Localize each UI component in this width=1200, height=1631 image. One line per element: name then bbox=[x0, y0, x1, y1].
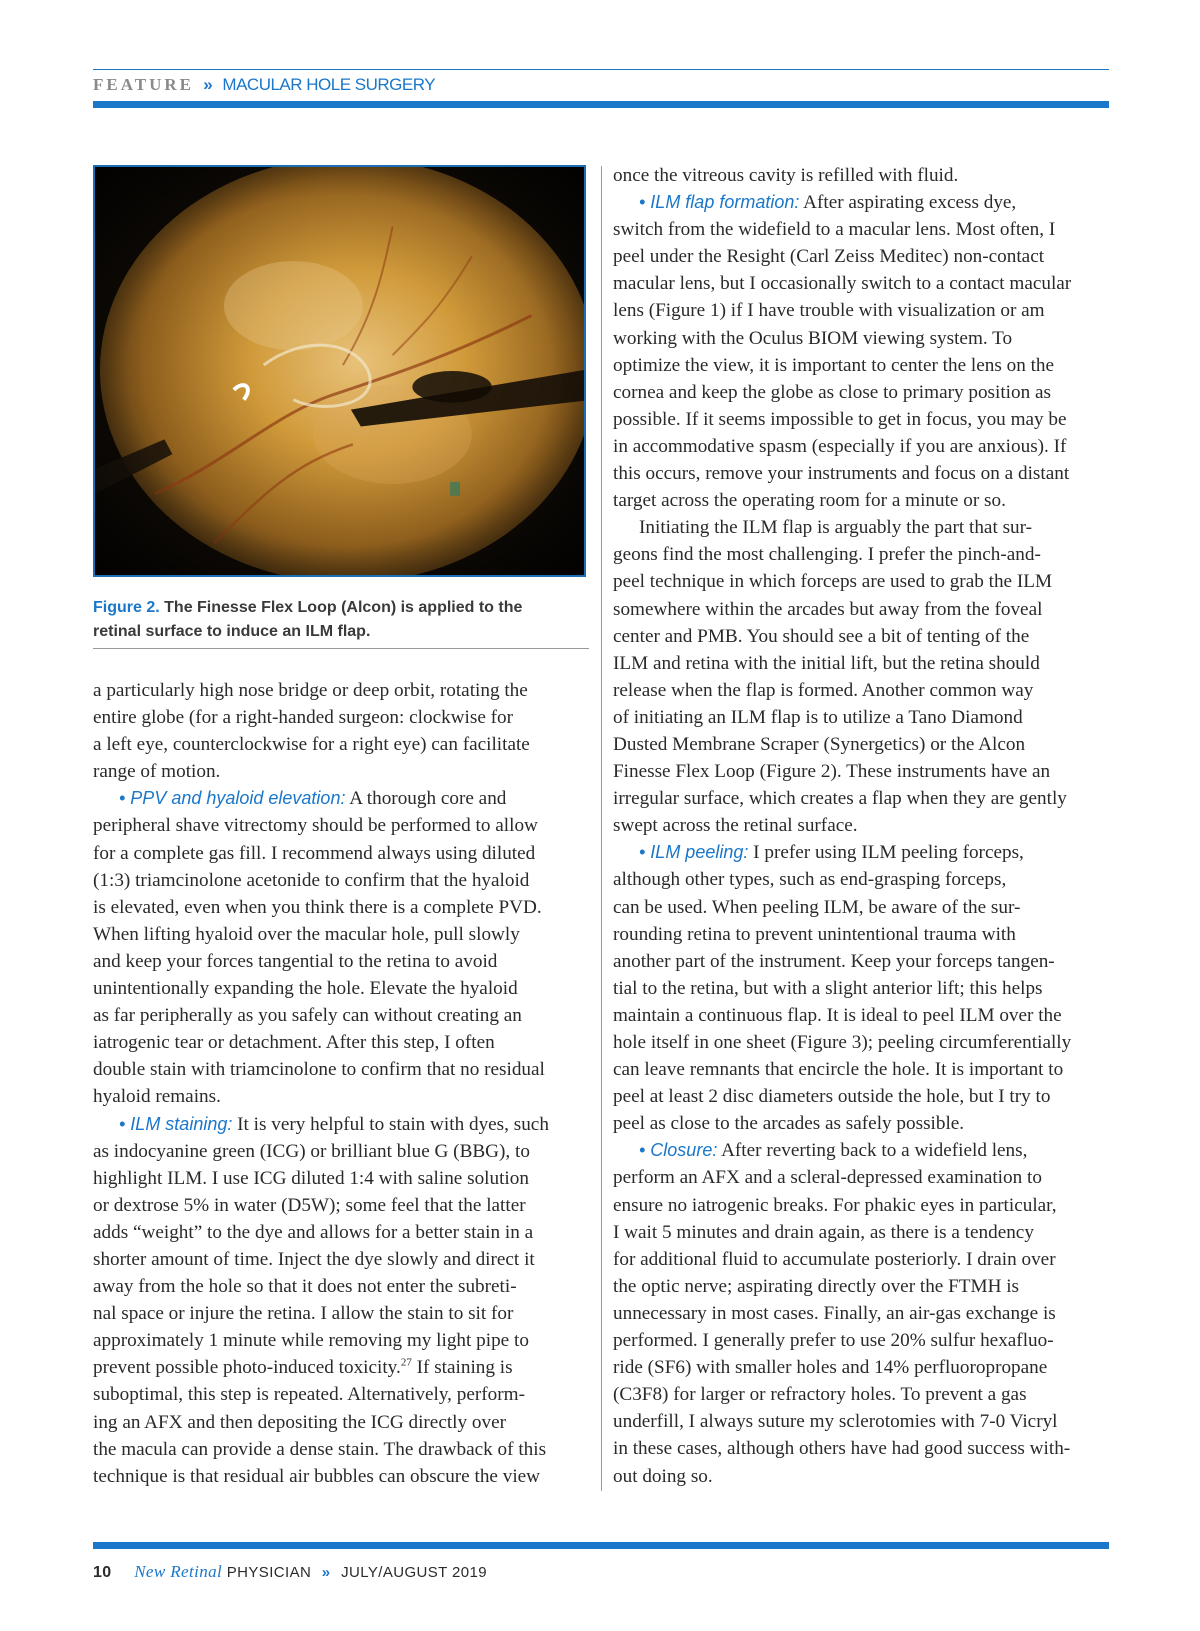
line-text-continued: If staining is bbox=[411, 1357, 513, 1379]
figure-label: Figure 2. bbox=[93, 599, 160, 616]
line-text: geons find the most challenging. I prefer the pinch-and- bbox=[613, 544, 1041, 566]
line-text: of initiating an ILM flap is to utilize a Tano Diamond bbox=[613, 706, 1023, 728]
line-text: nal space or injure the retina. I allow the stain to sit for bbox=[93, 1303, 514, 1325]
text-line bbox=[93, 1165, 591, 1192]
column-divider bbox=[601, 166, 602, 1491]
line-text: the optic nerve; aspirating directly over the FTMH is bbox=[613, 1275, 1020, 1297]
line-text: peel at least 2 disc diameters outside the hole, but I try to bbox=[613, 1086, 1051, 1108]
caption-text-1: The Finesse Flex Loop (Alcon) is applied to the bbox=[164, 599, 523, 616]
text-line bbox=[93, 1300, 591, 1327]
publication-name-italic: New Retinal bbox=[134, 1562, 223, 1581]
line-text: range of motion. bbox=[93, 761, 221, 783]
text-line bbox=[93, 1002, 591, 1029]
line-text: out doing so. bbox=[613, 1465, 713, 1487]
text-line bbox=[613, 189, 1111, 216]
text-line bbox=[613, 623, 1111, 650]
line-text: away from the hole so that it does not enter the subreti- bbox=[93, 1276, 517, 1298]
line-text: and keep your forces tangential to the retina to avoid bbox=[93, 950, 498, 972]
header-kicker: FEATURE bbox=[93, 75, 194, 94]
line-text: irregular surface, which creates a flap when they are gently bbox=[613, 788, 1067, 810]
subhead-lead: • ILM staining: bbox=[119, 1113, 233, 1134]
text-line bbox=[93, 1111, 591, 1138]
line-text: peel under the Resight (Carl Zeiss Meditec) non-contact bbox=[613, 246, 1045, 268]
subhead-lead: • ILM peeling: bbox=[639, 842, 749, 863]
text-line bbox=[93, 785, 591, 812]
line-text: ing an AFX and then depositing the ICG directly over bbox=[93, 1411, 506, 1433]
text-line bbox=[613, 270, 1111, 297]
text-line bbox=[93, 731, 591, 758]
line-text: unintentionally expanding the hole. Elevate the hyaloid bbox=[93, 978, 518, 1000]
line-text: is elevated, even when you think there is a complete PVD. bbox=[93, 896, 542, 918]
line-text: Dusted Membrane Scraper (Synergetics) or the Alcon bbox=[613, 733, 1026, 755]
text-line bbox=[93, 1273, 591, 1300]
caption-line-2: retinal surface to induce an ILM flap. bbox=[93, 623, 371, 640]
right-column bbox=[613, 162, 1111, 1490]
text-line bbox=[613, 406, 1111, 433]
line-text: once the vitreous cavity is refilled with fluid. bbox=[613, 165, 959, 186]
subhead-lead: • Closure: bbox=[639, 1140, 718, 1161]
issue-date: JULY/AUGUST 2019 bbox=[341, 1564, 488, 1581]
line-text: (C3F8) for larger or refractory holes. To prevent a gas bbox=[613, 1384, 1027, 1406]
line-text: can be used. When peeling ILM, be aware of the sur- bbox=[613, 896, 1021, 918]
text-line bbox=[613, 162, 1111, 189]
text-line bbox=[93, 894, 591, 921]
text-line bbox=[613, 1273, 1111, 1300]
text-line bbox=[93, 677, 591, 704]
text-line bbox=[613, 785, 1111, 812]
line-text: cornea and keep the globe as close to primary position as bbox=[613, 381, 1051, 403]
text-line bbox=[613, 1110, 1111, 1137]
text-line bbox=[613, 731, 1111, 758]
line-text: the macula can provide a dense stain. The drawback of this bbox=[93, 1438, 547, 1460]
line-text: hole itself in one sheet (Figure 3); peeling circumferentially bbox=[613, 1032, 1072, 1053]
line-text: or dextrose 5% in water (D5W); some feel that the latter bbox=[93, 1194, 526, 1216]
text-line bbox=[613, 921, 1111, 948]
text-line bbox=[613, 352, 1111, 379]
page-number: 10 bbox=[93, 1564, 112, 1581]
running-header bbox=[93, 75, 435, 95]
line-text: target across the operating room for a minute or so. bbox=[613, 490, 1006, 512]
line-text: optimize the view, it is important to center the lens on the bbox=[613, 354, 1055, 376]
line-text: hyaloid remains. bbox=[93, 1086, 221, 1108]
text-line bbox=[93, 1246, 591, 1273]
text-line bbox=[613, 568, 1111, 595]
line-text: performed. I generally prefer to use 20% sulfur hexafluo- bbox=[613, 1330, 1054, 1352]
line-text: approximately 1 minute while removing my light pipe to bbox=[93, 1330, 529, 1352]
text-line bbox=[613, 1354, 1111, 1381]
line-text: macular lens, but I occasionally switch to a contact macular bbox=[613, 273, 1072, 295]
footer-separator: » bbox=[321, 1564, 331, 1581]
figure-caption bbox=[93, 596, 586, 644]
text-line bbox=[93, 948, 591, 975]
running-footer bbox=[93, 1562, 487, 1582]
text-line bbox=[93, 1029, 591, 1056]
header-rule-thick bbox=[93, 101, 1109, 108]
line-text: in accommodative spasm (especially if you are anxious). If bbox=[613, 435, 1067, 457]
text-line bbox=[613, 216, 1111, 243]
text-line bbox=[613, 1219, 1111, 1246]
text-line bbox=[93, 1083, 591, 1110]
line-text: After reverting back to a widefield lens, bbox=[717, 1140, 1028, 1162]
text-line bbox=[93, 704, 591, 731]
text-line bbox=[613, 1029, 1111, 1056]
line-text: for a complete gas fill. I recommend always using diluted bbox=[93, 842, 536, 864]
text-line bbox=[613, 704, 1111, 731]
text-line bbox=[613, 325, 1111, 352]
text-line bbox=[613, 1164, 1111, 1191]
text-line bbox=[613, 433, 1111, 460]
text-line bbox=[613, 975, 1111, 1002]
text-line bbox=[613, 379, 1111, 406]
text-line bbox=[613, 758, 1111, 785]
text-line bbox=[613, 487, 1111, 514]
line-text: as indocyanine green (ICG) or brilliant blue G (BBG), to bbox=[93, 1140, 530, 1162]
line-text: After aspirating excess dye, bbox=[799, 192, 1017, 214]
text-line bbox=[613, 1435, 1111, 1462]
line-text: tial to the retina, but with a slight anterior lift; this helps bbox=[613, 977, 1043, 999]
text-line bbox=[93, 1354, 591, 1381]
line-text: ILM and retina with the initial lift, but the retina should bbox=[613, 652, 1040, 674]
text-line bbox=[613, 894, 1111, 921]
line-text: iatrogenic tear or detachment. After this step, I often bbox=[93, 1032, 495, 1054]
line-text: peel technique in which forceps are used to grab the ILM bbox=[613, 571, 1053, 593]
footer-rule bbox=[93, 1542, 1109, 1549]
subhead-lead: • ILM flap formation: bbox=[639, 192, 800, 213]
text-line bbox=[613, 839, 1111, 866]
text-line bbox=[613, 596, 1111, 623]
line-text: rounding retina to prevent unintentional trauma with bbox=[613, 923, 1016, 945]
text-line bbox=[613, 650, 1111, 677]
line-text: working with the Oculus BIOM viewing system. To bbox=[613, 327, 1013, 349]
line-text: although other types, such as end-grasping forceps, bbox=[613, 869, 1007, 891]
line-text: Initiating the ILM flap is arguably the part that sur- bbox=[639, 517, 1033, 539]
line-text: peel as close to the arcades as safely possible. bbox=[613, 1113, 965, 1135]
line-text: shorter amount of time. Inject the dye slowly and direct it bbox=[93, 1248, 535, 1270]
line-text: lens (Figure 1) if I have trouble with visualization or am bbox=[613, 300, 1045, 322]
text-line bbox=[613, 677, 1111, 704]
text-line bbox=[93, 758, 591, 785]
text-line bbox=[93, 867, 591, 894]
line-text: Finesse Flex Loop (Figure 2). These instruments have an bbox=[613, 761, 1051, 783]
line-text: a particularly high nose bridge or deep orbit, rotating the bbox=[93, 680, 528, 701]
retina-photo-illustration bbox=[95, 167, 584, 575]
text-line bbox=[93, 975, 591, 1002]
line-text: somewhere within the arcades but away from the foveal bbox=[613, 598, 1043, 620]
text-line bbox=[93, 1463, 591, 1490]
header-section: MACULAR HOLE SURGERY bbox=[222, 75, 436, 94]
line-text: release when the flap is formed. Another common way bbox=[613, 679, 1034, 701]
text-line bbox=[93, 840, 591, 867]
text-line bbox=[613, 1056, 1111, 1083]
text-line bbox=[93, 1327, 591, 1354]
text-line bbox=[613, 1002, 1111, 1029]
line-text: I prefer using ILM peeling forceps, bbox=[748, 842, 1024, 864]
caption-divider bbox=[93, 648, 589, 649]
line-text: perform an AFX and a scleral-depressed examination to bbox=[613, 1167, 1042, 1189]
text-line bbox=[613, 541, 1111, 568]
text-line bbox=[613, 514, 1111, 541]
text-line bbox=[613, 1083, 1111, 1110]
line-text: swept across the retinal surface. bbox=[613, 815, 858, 837]
line-text: unnecessary in most cases. Finally, an air-gas exchange is bbox=[613, 1302, 1056, 1324]
text-line bbox=[613, 297, 1111, 324]
text-line bbox=[613, 460, 1111, 487]
text-line bbox=[613, 812, 1111, 839]
line-text: highlight ILM. I use ICG diluted 1:4 with saline solution bbox=[93, 1167, 529, 1189]
line-text: center and PMB. You should see a bit of tenting of the bbox=[613, 625, 1030, 647]
text-line bbox=[93, 812, 591, 839]
text-line bbox=[613, 1408, 1111, 1435]
text-line bbox=[613, 948, 1111, 975]
text-line bbox=[613, 866, 1111, 893]
text-line bbox=[93, 1192, 591, 1219]
line-text: prevent possible photo-induced toxicity. bbox=[93, 1357, 401, 1379]
line-text: entire globe (for a right-handed surgeon: clockwise for bbox=[93, 707, 514, 729]
line-text: underfill, I always suture my sclerotomies with 7-0 Vicryl bbox=[613, 1411, 1058, 1433]
text-line bbox=[93, 921, 591, 948]
line-text: (1:3) triamcinolone acetonide to confirm that the hyaloid bbox=[93, 869, 530, 891]
text-line bbox=[613, 1327, 1111, 1354]
text-line bbox=[613, 1137, 1111, 1164]
header-rule-thin bbox=[93, 69, 1109, 70]
text-line bbox=[93, 1436, 591, 1463]
text-line bbox=[613, 243, 1111, 270]
text-line bbox=[613, 1381, 1111, 1408]
text-line bbox=[93, 1056, 591, 1083]
publication-name-rest: PHYSICIAN bbox=[226, 1564, 312, 1581]
line-text: I wait 5 minutes and drain again, as there is a tendency bbox=[613, 1221, 1034, 1243]
line-text: a left eye, counterclockwise for a right eye) can facilitate bbox=[93, 734, 530, 756]
line-text: peripheral shave vitrectomy should be performed to allow bbox=[93, 815, 538, 837]
caption-line-1 bbox=[93, 596, 586, 620]
reference-superscript: 27 bbox=[400, 1356, 412, 1369]
line-text: switch from the widefield to a macular lens. Most often, I bbox=[613, 219, 1056, 241]
line-text: can leave remnants that encircle the hole. It is important to bbox=[613, 1059, 1064, 1081]
retina-surgery-photo bbox=[93, 165, 586, 577]
text-line bbox=[613, 1463, 1111, 1490]
line-text: adds “weight” to the dye and allows for a better stain in a bbox=[93, 1221, 534, 1243]
line-text: possible. If it seems impossible to get in focus, you may be bbox=[613, 408, 1067, 430]
line-text: for additional fluid to accumulate posteriorly. I drain over bbox=[613, 1248, 1056, 1270]
line-text: double stain with triamcinolone to confirm that no residual bbox=[93, 1059, 545, 1081]
line-text: suboptimal, this step is repeated. Alternatively, perform- bbox=[93, 1384, 525, 1406]
line-text: ensure no iatrogenic breaks. For phakic eyes in particular, bbox=[613, 1194, 1057, 1216]
left-column bbox=[93, 677, 591, 1490]
text-line bbox=[613, 1192, 1111, 1219]
line-text: another part of the instrument. Keep your forceps tangen- bbox=[613, 950, 1055, 972]
line-text: When lifting hyaloid over the macular hole, pull slowly bbox=[93, 923, 520, 945]
text-line bbox=[93, 1381, 591, 1408]
subhead-lead: • PPV and hyaloid elevation: bbox=[119, 788, 346, 809]
line-text: A thorough core and bbox=[345, 788, 507, 810]
text-line bbox=[93, 1138, 591, 1165]
line-text: maintain a continuous flap. It is ideal to peel ILM over the bbox=[613, 1004, 1062, 1026]
text-line bbox=[613, 1246, 1111, 1273]
text-line bbox=[613, 1300, 1111, 1327]
line-text: technique is that residual air bubbles can obscure the view bbox=[93, 1465, 541, 1487]
line-text: ride (SF6) with smaller holes and 14% perfluoropropane bbox=[613, 1357, 1048, 1379]
header-separator: » bbox=[203, 75, 214, 94]
line-text: in these cases, although others have had good success with- bbox=[613, 1438, 1071, 1460]
line-text: It is very helpful to stain with dyes, such bbox=[232, 1113, 549, 1135]
line-text: this occurs, remove your instruments and focus on a distant bbox=[613, 463, 1070, 485]
line-text: as far peripherally as you safely can without creating an bbox=[93, 1005, 522, 1027]
text-line bbox=[93, 1219, 591, 1246]
text-line bbox=[93, 1409, 591, 1436]
